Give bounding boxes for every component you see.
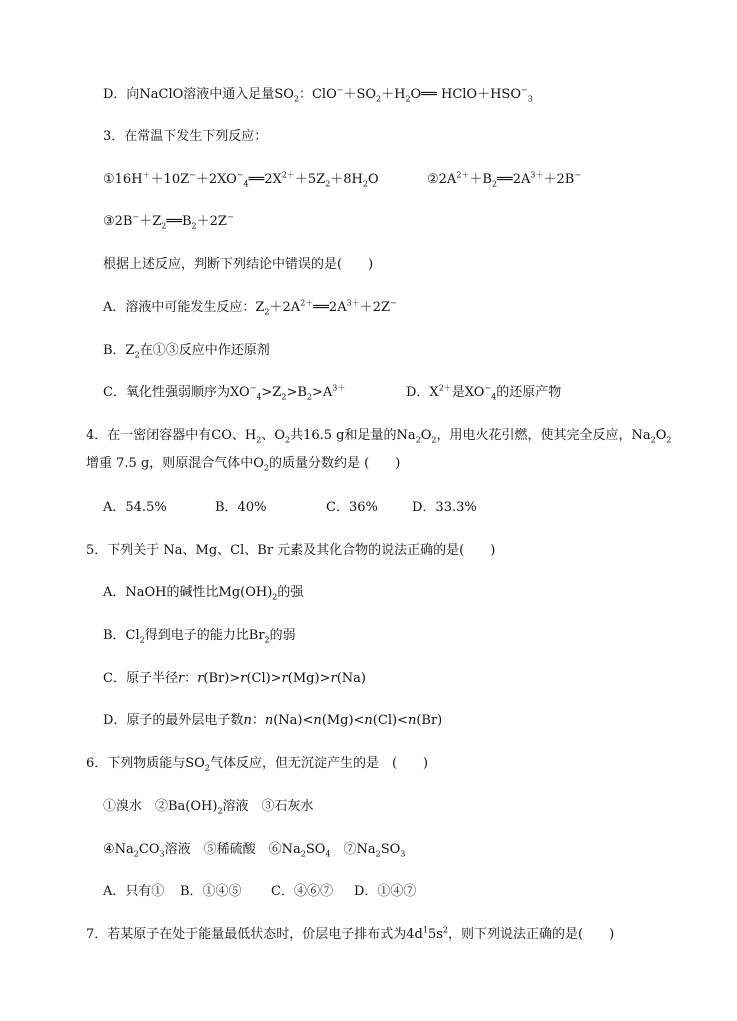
q4-option-a: A．54.5% [103, 500, 167, 515]
q6-option-c: C．④⑥⑦ [271, 884, 333, 899]
q3-option-b: B．$Z_2$在①③反应中作还原剂 [103, 343, 270, 360]
q6-items-1: ①溴水 $②Ba(OH)_2$溶液 ③石灰水 [103, 799, 314, 816]
q4-stem-cont: 增重 7.5 g，则原混合气体中$O_2$的质量分数约是 ( ) [86, 456, 401, 473]
q6-items-2: $④Na_2CO_3$溶液 ⑤稀硫酸 $⑥Na_2SO_4$ $⑦Na_2SO_3$ [103, 842, 406, 859]
q2-option-d: D．向NaClO溶液中通入足量$SO_2$：$ClO^-+SO_2+H_2O══$ $HClO+HSO^-_3$ [103, 85, 533, 104]
q5-option-d: D．原子的最外层电子数n：n(Na)<n(Mg)<n(Cl)<n(Br) [103, 713, 443, 728]
q3-option-d: D．$X^{2+}$是$XO^-_4$的还原产物 [406, 383, 562, 402]
q3-reaction-1: $①16H^++10Z^-+2XO^-_4══2X^{2+}+5Z_2+8H_2O$ [103, 170, 379, 189]
q5-option-a: A．NaOH的碱性比$Mg(OH)_2$的强 [103, 585, 304, 602]
q3-question: 根据上述反应，判断下列结论中错误的是( ) [103, 257, 374, 272]
q4-option-d: D．33.3% [412, 500, 477, 515]
q5-option-c: C．原子半径r：r(Br)>r(Cl)>r(Mg)>r(Na) [103, 671, 366, 686]
q3-option-a: A．溶液中可能发生反应：$Z_2+2A^{2+}══2A^{3+}+2Z^-$ [103, 298, 397, 317]
q7-stem: 7．若某原子在处于能量最低状态时，价层电子排布式为$4d^15s^2$，则下列说法正确的是( ) [86, 925, 615, 942]
q4-option-c: C．36% [326, 500, 378, 515]
q3-option-c: C．氧化性强弱顺序为$XO^-_4>Z_2>B_2>A^{3+}$ [103, 383, 346, 402]
q3-stem: 3．在常温下发生下列反应： [103, 129, 268, 144]
q5-option-b: B．$Cl_2$得到电子的能力比$Br_2$的弱 [103, 628, 296, 645]
q4-stem: 4．在一密闭容器中有CO、$H_2$、$O_2$共16.5 g和足量的$Na_2O_2$，用电火花引燃，使其完全反应，$Na_2O_2$ [86, 428, 672, 445]
q6-option-d: D．①④⑦ [354, 884, 417, 899]
q6-option-a: A．只有① [103, 884, 165, 899]
q6-option-b: B．①④⑤ [180, 884, 242, 899]
q3-reaction-3: $③2B^-+Z_2══B_2+2Z^-$ [103, 212, 234, 231]
q5-stem: 5．下列关于 Na、Mg、Cl、Br 元素及其化合物的说法正确的是( ) [86, 543, 496, 558]
q4-option-b: B．40% [215, 500, 267, 515]
q3-reaction-2: $②2A^{2+}+B_2══2A^{3+}+2B^-$ [427, 170, 582, 189]
q6-stem: 6．下列物质能与$SO_2$气体反应，但无沉淀产生的是 ( ) [86, 756, 429, 773]
